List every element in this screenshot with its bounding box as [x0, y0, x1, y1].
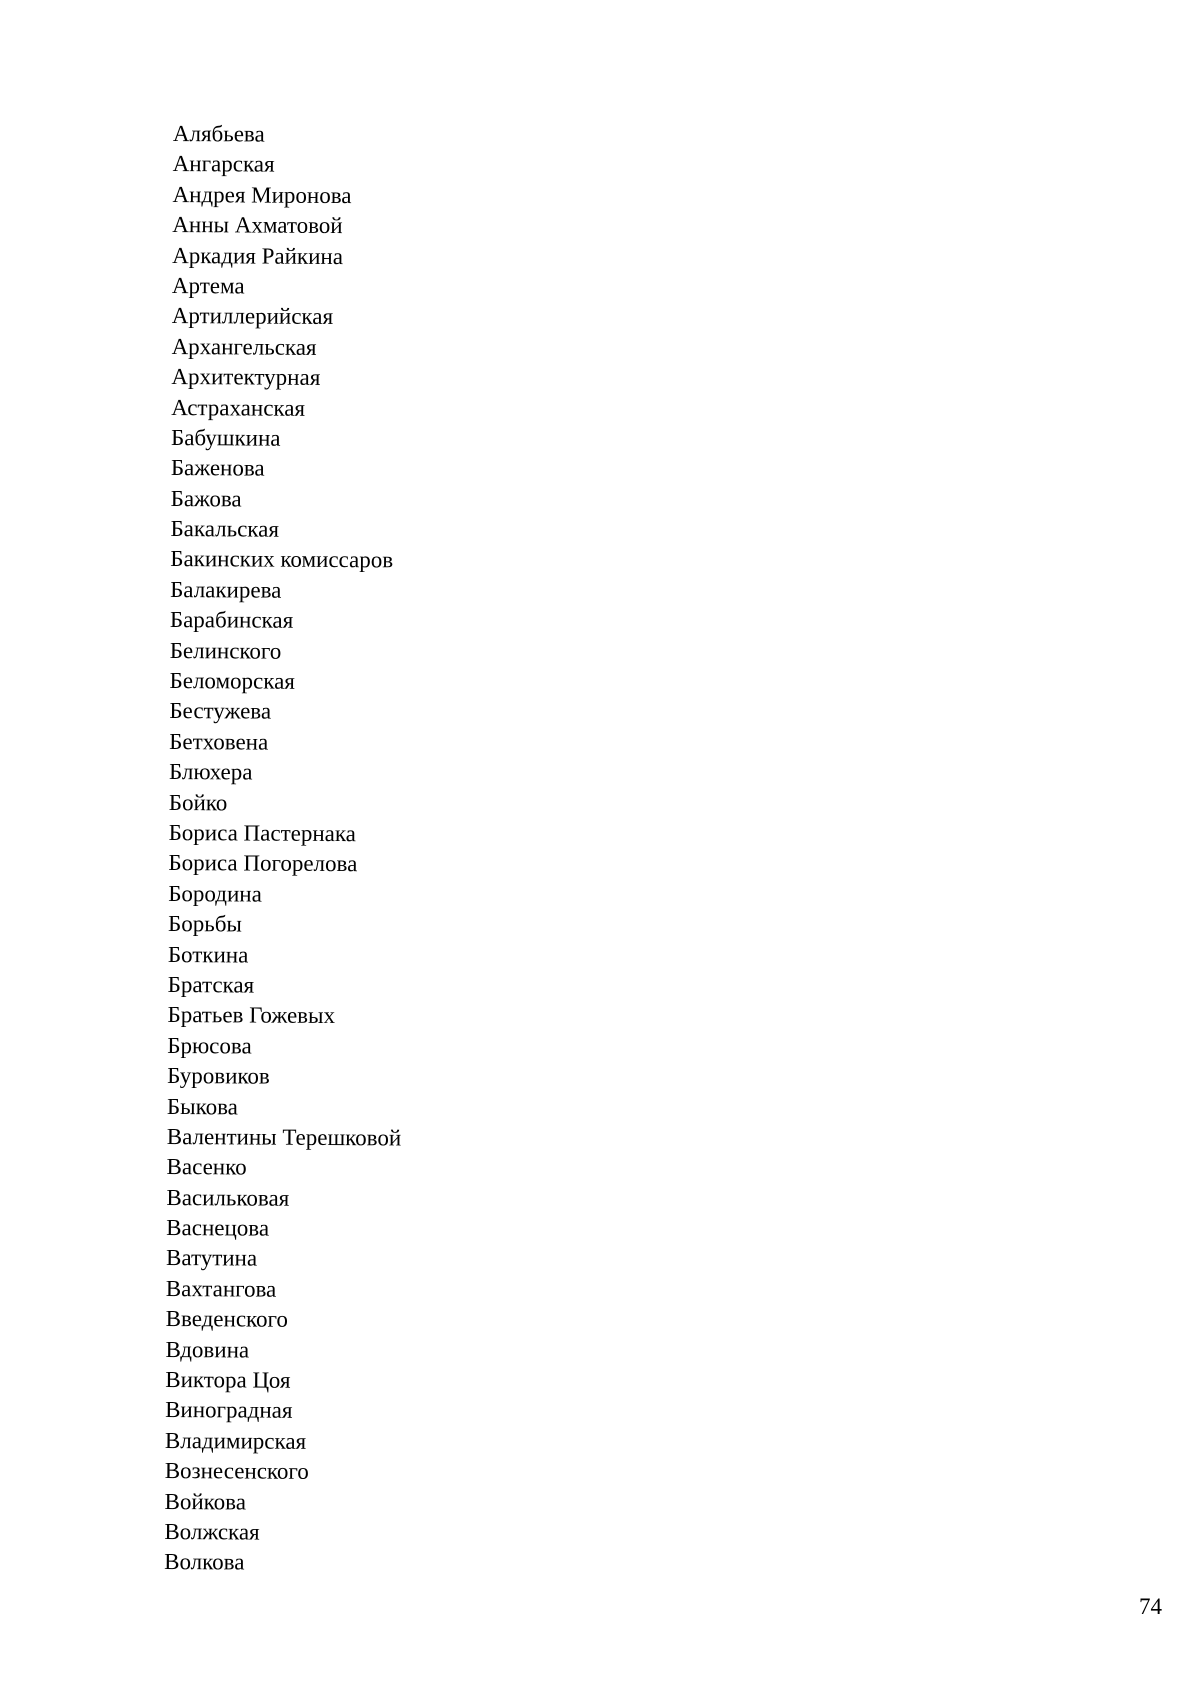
street-list-item: Белинского [169, 637, 282, 664]
street-list-item: Виктора Цоя [165, 1366, 291, 1393]
street-list-item: Валентины Терешковой [166, 1123, 402, 1151]
street-list-item: Бабушкина [170, 424, 281, 451]
street-list-item: Братская [167, 971, 255, 998]
street-list-item: Архитектурная [171, 364, 321, 391]
street-list-item: Васенко [166, 1154, 247, 1180]
street-list-item: Беломорская [169, 668, 295, 694]
street-list-item: Войкова [164, 1488, 247, 1515]
street-list-item: Баженова [170, 455, 265, 481]
street-list-item: Андрея Миронова [172, 181, 352, 208]
street-list-item: Бойко [168, 789, 228, 815]
street-list-item: Анны Ахматовой [172, 212, 343, 239]
street-list-item: Васнецова [166, 1215, 270, 1241]
street-list-item: Барабинская [169, 607, 294, 633]
street-list-item: Артиллерийская [171, 303, 334, 330]
street-list-item: Блюхера [168, 759, 253, 785]
street-list-item: Балакирева [170, 576, 282, 603]
street-list-item: Вахтангова [165, 1275, 277, 1302]
street-list-item: Бородина [168, 880, 262, 907]
street-list-item: Братьев Гожевых [167, 1002, 336, 1029]
street-list-item: Виноградная [165, 1397, 293, 1424]
street-list-item: Артема [171, 272, 245, 299]
street-list-item: Ватутина [165, 1245, 258, 1271]
street-list-item: Бакальская [170, 516, 280, 542]
street-list-item: Вдовина [165, 1336, 250, 1363]
street-list [164, 119, 407, 1579]
street-list-item: Васильковая [166, 1184, 290, 1211]
street-list-item: Архангельская [171, 333, 317, 360]
page-number: 74 [1139, 1594, 1162, 1619]
street-list-item: Бестужева [169, 698, 272, 725]
street-list-item: Бетховена [169, 728, 269, 755]
street-list-item: Волкова [164, 1549, 245, 1575]
street-list-item: Бажова [170, 485, 242, 512]
street-list-item: Волжская [164, 1518, 260, 1545]
street-list-item: Аркадия Райкина [172, 242, 344, 269]
street-list-item: Буровиков [167, 1063, 270, 1089]
street-list-item: Астраханская [171, 394, 306, 421]
street-list-item: Вознесенского [164, 1458, 309, 1485]
street-list-item: Брюсова [167, 1032, 252, 1059]
street-list-item: Бориса Пастернака [168, 819, 357, 847]
street-list-item: Бакинских комиссаров [170, 546, 394, 573]
street-list-item: Алябьева [172, 120, 265, 147]
street-list-item: Введенского [165, 1306, 289, 1332]
street-list-item: Ангарская [172, 151, 275, 178]
street-list-item: Борьбы [168, 911, 243, 937]
street-list-item: Боткина [167, 941, 249, 968]
street-list-item: Бориса Погорелова [168, 850, 358, 877]
street-list-item: Владимирская [164, 1427, 307, 1454]
street-list-item: Быкова [166, 1093, 238, 1119]
